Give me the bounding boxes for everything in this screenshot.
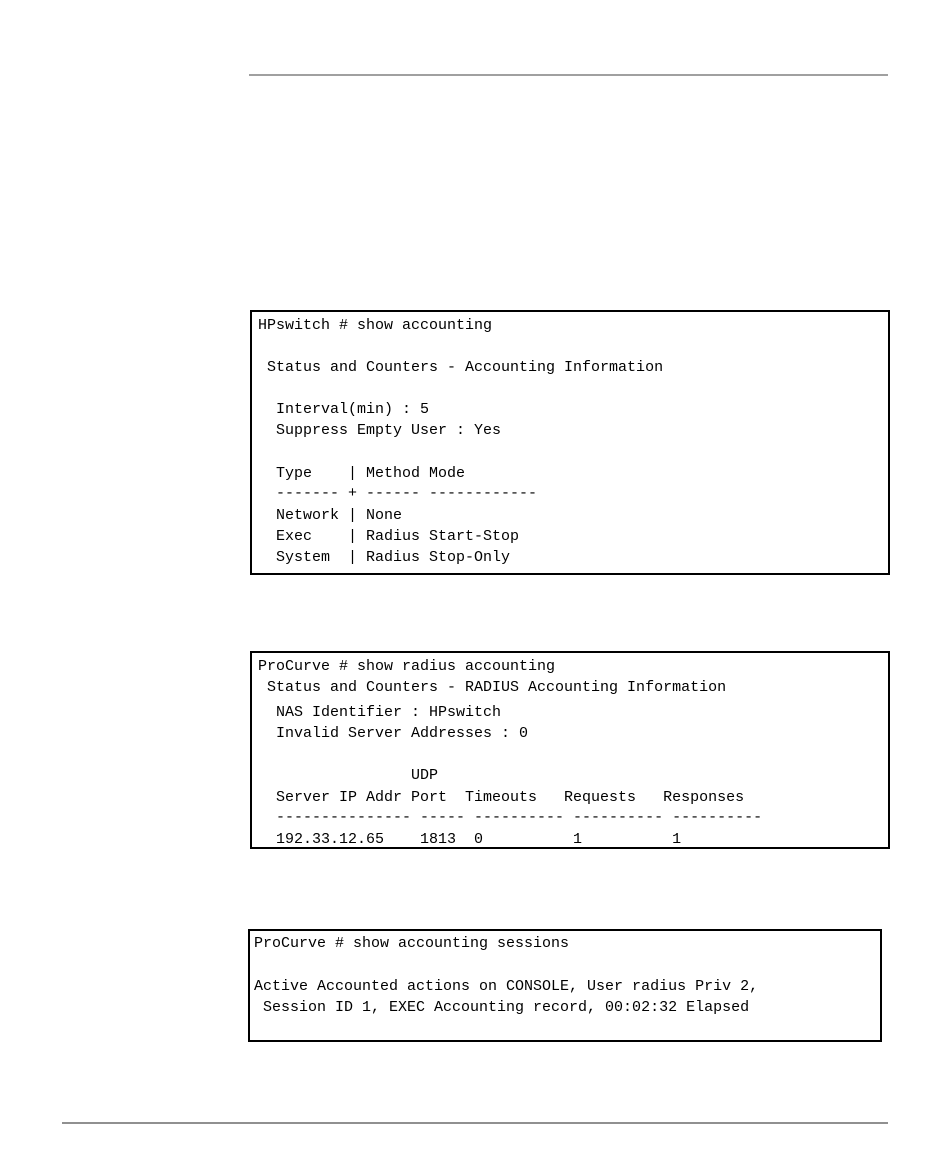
status-heading: Status and Counters - RADIUS Accounting Information — [258, 679, 727, 696]
nas-identifier-line: NAS Identifier : HPswitch — [258, 704, 502, 721]
show-accounting-output — [250, 310, 890, 575]
table-separator: --------------- ----- ---------- ---------- ---------- — [258, 809, 763, 826]
footer-rule — [62, 1122, 888, 1124]
table-row: Exec | Radius Start-Stop — [258, 528, 520, 545]
table-separator: ------- + ------ ------------ — [258, 485, 538, 502]
command-line: ProCurve # show accounting sessions — [254, 935, 570, 952]
table-header: Server IP Addr Port Timeouts Requests Responses — [258, 789, 745, 806]
table-row: Network | None — [258, 507, 403, 524]
session-line: Session ID 1, EXEC Accounting record, 00:02:32 Elapsed — [254, 999, 750, 1016]
suppress-line: Suppress Empty User : Yes — [258, 422, 502, 439]
show-accounting-sessions-output — [248, 929, 882, 1042]
command-line: HPswitch # show accounting — [258, 317, 493, 334]
table-row: 192.33.12.65 1813 0 1 1 — [258, 831, 682, 848]
status-heading: Status and Counters - Accounting Information — [258, 359, 664, 376]
table-header-top: UDP — [258, 767, 439, 784]
header-rule — [249, 74, 888, 76]
show-radius-accounting-output — [250, 651, 890, 849]
command-line: ProCurve # show radius accounting — [258, 658, 556, 675]
table-row: System | Radius Stop-Only — [258, 549, 511, 566]
invalid-addresses-line: Invalid Server Addresses : 0 — [258, 725, 529, 742]
table-header: Type | Method Mode — [258, 465, 466, 482]
session-line: Active Accounted actions on CONSOLE, User radius Priv 2, — [254, 978, 759, 995]
interval-line: Interval(min) : 5 — [258, 401, 430, 418]
